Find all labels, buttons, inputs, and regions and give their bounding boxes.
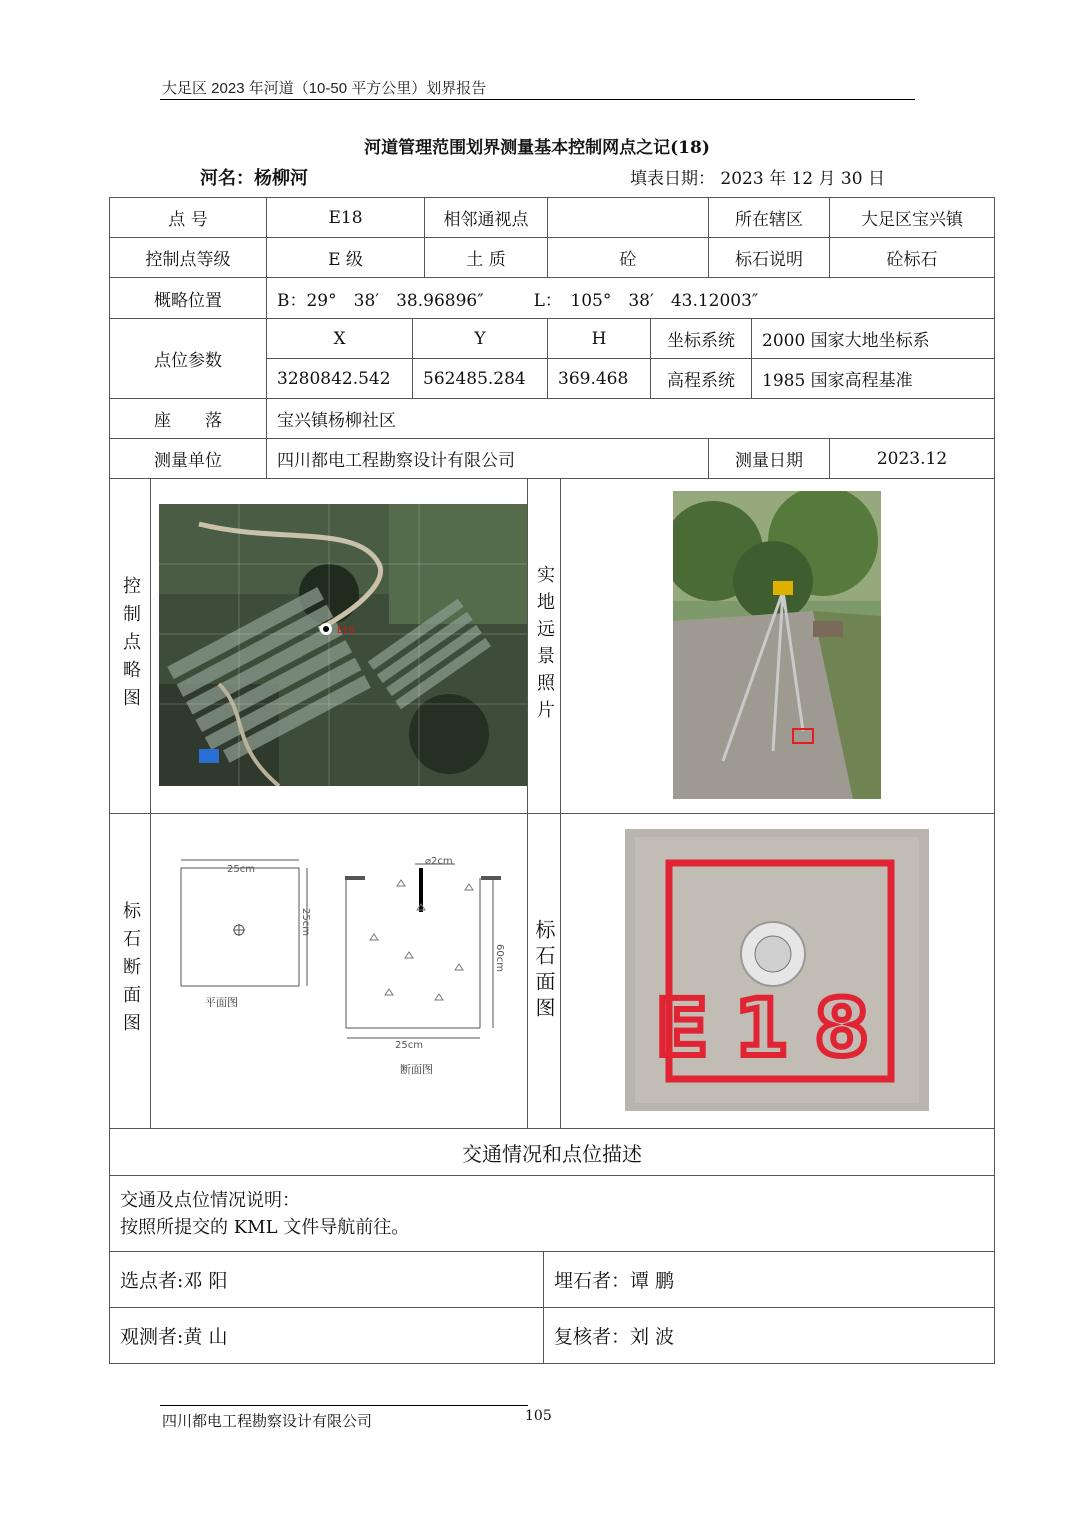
survey-unit-label: 测量单位	[109, 438, 267, 479]
observer: 观测者:黄 山	[109, 1307, 544, 1364]
district-value: 大足区宝兴镇	[829, 197, 995, 238]
height-sys-label: 高程系统	[650, 358, 752, 399]
page-header: 大足区 2023 年河道（10-50 平方公里）划界报告	[162, 80, 487, 97]
burier: 埋石者：谭 鹏	[543, 1251, 995, 1308]
sketch-label-text: 控制点略图	[120, 576, 141, 716]
stone-label: 标石说明	[708, 237, 830, 278]
latitude: B：29° 38′ 38.96896″	[277, 290, 484, 311]
stone-value: 砼标石	[829, 237, 995, 278]
photo-label-text: 实地远景照片	[534, 565, 555, 727]
y-label: Y	[412, 318, 548, 359]
header-rule	[160, 99, 915, 100]
map-point-label: E18	[337, 626, 355, 636]
approx-label: 概略位置	[109, 277, 267, 319]
page-number: 105	[525, 1408, 552, 1424]
fill-date: 填表日期： 2023 年 12 月 30 日	[630, 169, 885, 189]
section-label	[110, 815, 150, 1127]
survey-date-label: 测量日期	[708, 438, 830, 479]
point-no-label: 点 号	[109, 197, 267, 238]
approx-value	[266, 277, 995, 319]
plan-caption: 平面图	[205, 996, 238, 1009]
sketch-label	[110, 480, 150, 812]
h-label: H	[547, 318, 651, 359]
location-label: 座 落	[109, 398, 267, 439]
longitude: L： 105° 38′ 43.12003″	[533, 290, 759, 311]
adjacent-value	[547, 197, 709, 238]
selector: 选点者:邓 阳	[109, 1251, 544, 1308]
plan-width-label: 25cm	[227, 864, 255, 875]
section-label-text: 标石断面图	[120, 901, 141, 1041]
traffic-line-1: 交通及点位情况说明：	[120, 1189, 300, 1211]
coord-sys-label: 坐标系统	[650, 318, 752, 359]
survey-unit-value: 四川都电工程勘察设计有限公司	[266, 438, 709, 479]
page-title: 河道管理范围划界测量基本控制网点之记(18)	[364, 138, 710, 158]
grade-label: 控制点等级	[109, 237, 267, 278]
params-label: 点位参数	[109, 318, 267, 399]
x-value: 3280842.542	[266, 358, 413, 399]
adjacent-label: 相邻通视点	[424, 197, 548, 238]
footer-rule	[160, 1405, 528, 1406]
section-depth-label: 60cm	[494, 944, 505, 972]
coord-sys-value: 2000 国家大地坐标系	[751, 318, 995, 359]
control-point-map	[159, 504, 527, 786]
face-label-text: 标石面图	[532, 919, 556, 1023]
traffic-line-2: 按照所提交的 KML 文件导航前往。	[120, 1216, 410, 1238]
footer-company: 四川都电工程勘察设计有限公司	[162, 1412, 373, 1430]
district-label: 所在辖区	[708, 197, 830, 238]
traffic-description	[109, 1175, 995, 1252]
section-caption: 断面图	[400, 1063, 433, 1076]
point-no-value: E18	[266, 197, 425, 238]
soil-label: 土 质	[424, 237, 548, 278]
h-value: 369.468	[547, 358, 651, 399]
section-width-label: 25cm	[395, 1040, 423, 1051]
river-name: 河名：杨柳河	[200, 168, 308, 189]
soil-value: 砼	[547, 237, 709, 278]
stone-section-diagram	[165, 850, 515, 1080]
section-top-label: ⌀2cm	[425, 856, 453, 867]
height-sys-value: 1985 国家高程基准	[751, 358, 995, 399]
location-value: 宝兴镇杨柳社区	[266, 398, 995, 439]
checker: 复核者：刘 波	[543, 1307, 995, 1364]
stone-marker-text: E18	[655, 984, 895, 1074]
face-label	[528, 815, 560, 1127]
y-value: 562485.284	[412, 358, 548, 399]
photo-label	[528, 480, 560, 812]
survey-date-value: 2023.12	[829, 438, 995, 479]
traffic-heading: 交通情况和点位描述	[109, 1128, 995, 1176]
plan-height-label: 25cm	[300, 908, 311, 936]
field-photo	[673, 491, 881, 799]
stone-face-photo	[625, 829, 929, 1111]
grade-value: E 级	[266, 237, 425, 278]
x-label: X	[266, 318, 413, 359]
